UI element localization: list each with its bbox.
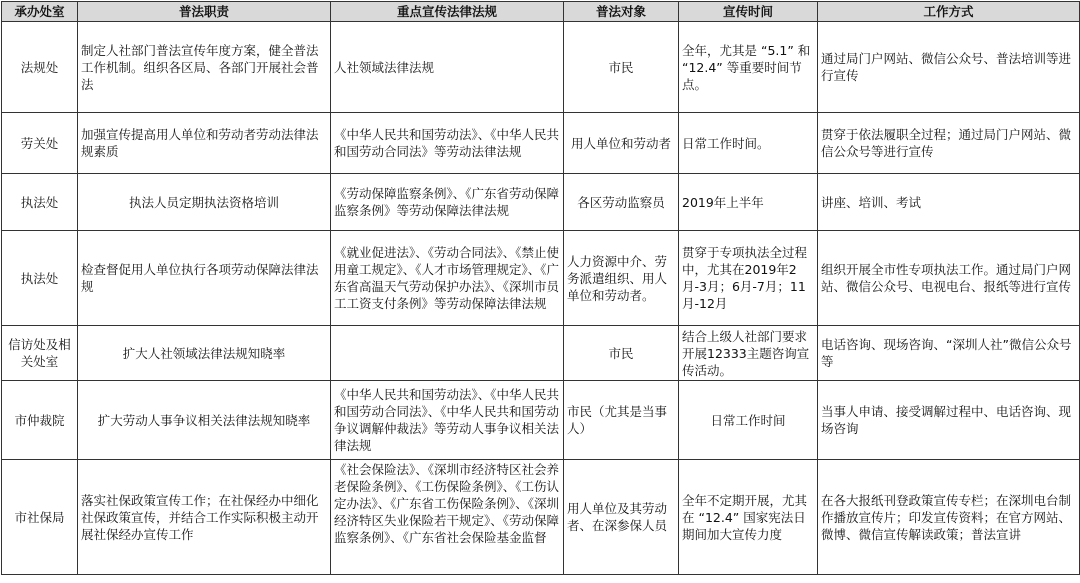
header-time: 宣传时间 (679, 2, 818, 22)
cell-laws: 《中华人民共和国劳动法》、《中华人民共和国劳动合同法》、《中华人民共和国劳动争议调解仲裁法》等劳动人事争议相关法律法规 (331, 381, 564, 460)
table-row (2, 22, 1080, 113)
cell-laws: 《劳动保障监察条例》、《广东省劳动保障监察条例》等劳动保障法律法规 (331, 174, 564, 231)
cell-method: 讲座、培训、考试 (818, 174, 1080, 231)
cell-office: 劳关处 (2, 113, 78, 174)
cell-duty: 落实社保政策宣传工作；在社保经办中细化社保政策宣传，并结合工作实际积极主动开展社保经办宣传工作 (78, 460, 331, 575)
cell-method: 通过局门户网站、微信公众号、普法培训等进行宣传 (818, 22, 1080, 113)
cell-method: 电话咨询、现场咨询、“深圳人社”微信公众号等 (818, 326, 1080, 381)
header-office: 承办处室 (2, 2, 78, 22)
cell-target: 市民 (564, 22, 679, 113)
law-publicity-table (1, 1, 1080, 575)
cell-office: 法规处 (2, 22, 78, 113)
header-duty: 普法职责 (78, 2, 331, 22)
header-method: 工作方式 (818, 2, 1080, 22)
table-row (2, 174, 1080, 231)
cell-target: 市民 (564, 326, 679, 381)
cell-method: 当事人申请、接受调解过程中、电话咨询、现场咨询 (818, 381, 1080, 460)
table-row (2, 113, 1080, 174)
cell-office: 市社保局 (2, 460, 78, 575)
cell-time: 贯穿于专项执法全过程中，尤其在2019年2月-3月；6月-7月；11月-12月 (679, 231, 818, 326)
cell-target: 市民（尤其是当事人） (564, 381, 679, 460)
cell-time: 结合上级人社部门要求开展12333主题咨询宣传活动。 (679, 326, 818, 381)
cell-method: 组织开展全市性专项执法工作。通过局门户网站、微信公众号、电视电台、报纸等进行宣传 (818, 231, 1080, 326)
cell-method: 贯穿于依法履职全过程；通过局门户网站、微信公众号等进行宣传 (818, 113, 1080, 174)
cell-office: 执法处 (2, 231, 78, 326)
cell-duty: 检查督促用人单位执行各项劳动保障法律法规 (78, 231, 331, 326)
cell-duty: 扩大劳动人事争议相关法律法规知晓率 (78, 381, 331, 460)
cell-target: 用人单位及其劳动者、在深参保人员 (564, 460, 679, 575)
table-row (2, 381, 1080, 460)
cell-laws: 《中华人民共和国劳动法》、《中华人民共和国劳动合同法》等劳动法律法规 (331, 113, 564, 174)
header-target: 普法对象 (564, 2, 679, 22)
cell-laws: 《社会保险法》、《深圳市经济特区社会养老保险条例》、《工伤保险条例》、《工伤认定办法》、《广东省工伤保险条例》、《深圳经济特区失业保险若干规定》、《劳动保障监察条例》、《广东省社会保险基金监督 (331, 460, 564, 575)
cell-time: 2019年上半年 (679, 174, 818, 231)
cell-duty: 制定人社部门普法宣传年度方案，健全普法工作机制。组织各区局、各部门开展社会普法 (78, 22, 331, 113)
table-row (2, 231, 1080, 326)
cell-target: 用人单位和劳动者 (564, 113, 679, 174)
cell-time: 日常工作时间 (679, 381, 818, 460)
cell-time: 日常工作时间。 (679, 113, 818, 174)
cell-duty: 执法人员定期执法资格培训 (78, 174, 331, 231)
cell-laws (331, 326, 564, 381)
cell-target: 人力资源中介、劳务派遣组织、用人单位和劳动者。 (564, 231, 679, 326)
cell-duty: 扩大人社领域法律法规知晓率 (78, 326, 331, 381)
cell-laws: 《就业促进法》、《劳动合同法》、《禁止使用童工规定》、《人才市场管理规定》、《广东省高温天气劳动保护办法》、《深圳市员工工资支付条例》等劳动保障法律法规 (331, 231, 564, 326)
table-row (2, 326, 1080, 381)
cell-office: 信访处及相关处室 (2, 326, 78, 381)
header-laws: 重点宣传法律法规 (331, 2, 564, 22)
cell-time: 全年不定期开展，尤其在 “12.4” 国家宪法日期间加大宣传力度 (679, 460, 818, 575)
cell-target: 各区劳动监察员 (564, 174, 679, 231)
table-row (2, 460, 1080, 575)
cell-laws: 人社领域法律法规 (331, 22, 564, 113)
cell-time: 全年，尤其是 “5.1” 和 “12.4” 等重要时间节点。 (679, 22, 818, 113)
cell-method: 在各大报纸刊登政策宣传专栏；在深圳电台制作播放宣传片；印发宣传资料；在官方网站、微博、微信宣传解读政策；普法宣讲 (818, 460, 1080, 575)
cell-office: 执法处 (2, 174, 78, 231)
cell-office: 市仲裁院 (2, 381, 78, 460)
cell-duty: 加强宣传提高用人单位和劳动者劳动法律法规素质 (78, 113, 331, 174)
table-header-row (2, 2, 1080, 22)
